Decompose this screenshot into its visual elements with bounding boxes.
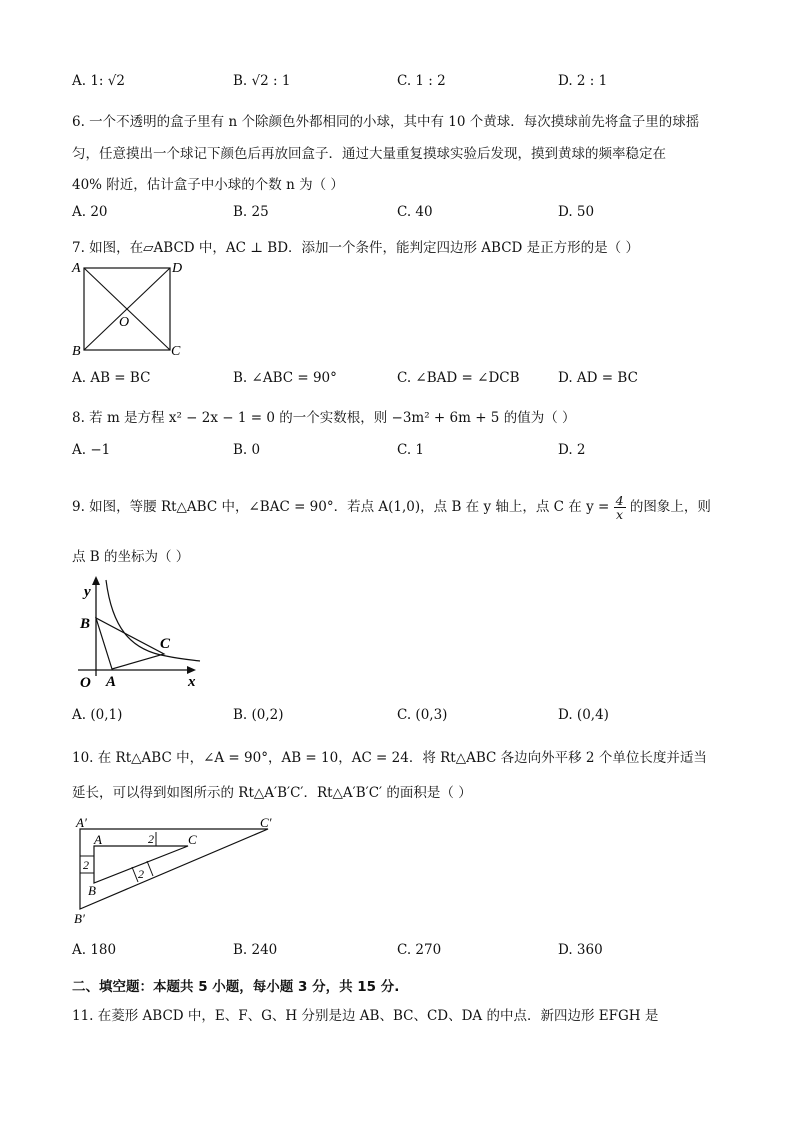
q10-option-a: A. 180	[72, 942, 117, 958]
q7-options	[72, 370, 732, 390]
q6-line-1: 6. 一个不透明的盒子里有 n 个除颜色外都相同的小球，其中有 10 个黄球．每次摸球前先将盒子里的球摇	[72, 114, 700, 130]
q5-options	[72, 73, 732, 93]
q6-option-c: C. 40	[397, 204, 433, 220]
section-2-heading: 二、填空题：本题共 5 小题，每小题 3 分，共 15 分.	[72, 979, 400, 995]
label-a: A	[94, 832, 102, 847]
q7-option-b: B. ∠ABC = 90°	[233, 370, 337, 386]
q7-option-a: A. AB = BC	[72, 370, 151, 386]
q6-option-b: B. 25	[233, 204, 269, 220]
q6-line-3: 40% 附近，估计盒子中小球的个数 n 为（ ）	[72, 177, 344, 193]
q8-option-c: C. 1	[397, 442, 425, 458]
q7-line-1: 7. 如图，在▱ABCD 中，AC ⊥ BD．添加一个条件，能判定四边形 ABCD 是正方形的是（ ）	[72, 240, 639, 256]
q9-fraction	[614, 494, 626, 521]
label-o: O	[80, 675, 91, 690]
q10-option-c: C. 270	[397, 942, 442, 958]
q7-option-d: D. AD = BC	[558, 370, 638, 386]
q6-line-2: 匀，任意摸出一个球记下颜色后再放回盒子．通过大量重复摸球实验后发现，摸到黄球的频率稳定在	[72, 146, 666, 162]
q9-options	[72, 707, 732, 727]
label-b-prime: B′	[74, 911, 85, 926]
q9-option-d: D. (0,4)	[558, 707, 609, 723]
tick-hyp-2	[147, 861, 153, 876]
q5-option-b: B. √2 : 1	[233, 73, 291, 89]
q10-option-b: B. 240	[233, 942, 278, 958]
q8-option-a: A. −1	[72, 442, 111, 458]
q5-option-d: D. 2 : 1	[558, 73, 608, 89]
q6-options	[72, 204, 732, 224]
label-c: C	[160, 636, 171, 652]
q6-option-a: A. 20	[72, 204, 108, 220]
q9-fraction-denominator: x	[616, 507, 624, 522]
q9-line-1	[72, 494, 711, 521]
triangle-abc	[96, 618, 164, 669]
label-c-prime: C′	[260, 815, 272, 830]
q9-line-1-post: 的图象上，则	[629, 499, 711, 515]
outer-triangle	[80, 829, 268, 909]
label-a: A	[72, 261, 81, 276]
q10-triangle-figure	[70, 812, 284, 928]
q9-line-1-pre: 9. 如图，等腰 Rt△ABC 中，∠BAC = 90°．若点 A(1,0)，点 B 在 y 轴上，点 C 在 y =	[72, 499, 610, 515]
label-b: B	[88, 883, 96, 898]
q7-option-c: C. ∠BAD = ∠DCB	[397, 370, 520, 386]
q9-option-a: A. (0,1)	[72, 707, 123, 723]
q10-line-1: 10. 在 Rt△ABC 中，∠A = 90°，AB = 10，AC = 24．将 Rt△ABC 各边向外平移 2 个单位长度并适当	[72, 750, 707, 766]
q8-option-d: D. 2	[558, 442, 586, 458]
q8-line-1: 8. 若 m 是方程 x² − 2x − 1 = 0 的一个实数根，则 −3m² + 6m + 5 的值为（ ）	[72, 410, 576, 426]
q9-fraction-numerator: 4	[615, 493, 624, 508]
q5-option-c: C. 1 : 2	[397, 73, 446, 89]
q8-option-b: B. 0	[233, 442, 261, 458]
q9-coordinate-figure	[70, 572, 210, 690]
label-b: B	[80, 616, 91, 632]
label-x: x	[188, 674, 196, 690]
q5-option-a: A. 1: √2	[72, 73, 125, 89]
x-axis-arrow	[187, 666, 196, 674]
q8-options	[72, 442, 732, 462]
q6-option-d: D. 50	[558, 204, 595, 220]
label-c: C	[171, 344, 181, 359]
q11-line-1: 11. 在菱形 ABCD 中，E、F、G、H 分别是边 AB、BC、CD、DA 的中点．新四边形 EFGH 是	[72, 1008, 659, 1024]
label-b: B	[72, 344, 81, 359]
q10-line-2: 延长，可以得到如图所示的 Rt△A′B′C′．Rt△A′B′C′ 的面积是（ ）	[72, 785, 472, 801]
label-a: A	[106, 674, 117, 690]
label-d: D	[172, 261, 183, 276]
dim-top: 2	[148, 832, 154, 846]
label-c: C	[188, 832, 197, 847]
dim-hyp: 2	[138, 867, 144, 881]
q10-option-d: D. 360	[558, 942, 603, 958]
label-y: y	[84, 584, 91, 600]
label-a-prime: A′	[76, 815, 87, 830]
label-o: O	[119, 315, 130, 330]
y-axis-arrow	[92, 576, 100, 585]
q7-square-figure	[66, 256, 192, 362]
q9-option-b: B. (0,2)	[233, 707, 284, 723]
q9-option-c: C. (0,3)	[397, 707, 448, 723]
dim-left: 2	[83, 858, 89, 872]
q10-options	[72, 942, 732, 962]
q9-line-2: 点 B 的坐标为（ ）	[72, 549, 190, 565]
